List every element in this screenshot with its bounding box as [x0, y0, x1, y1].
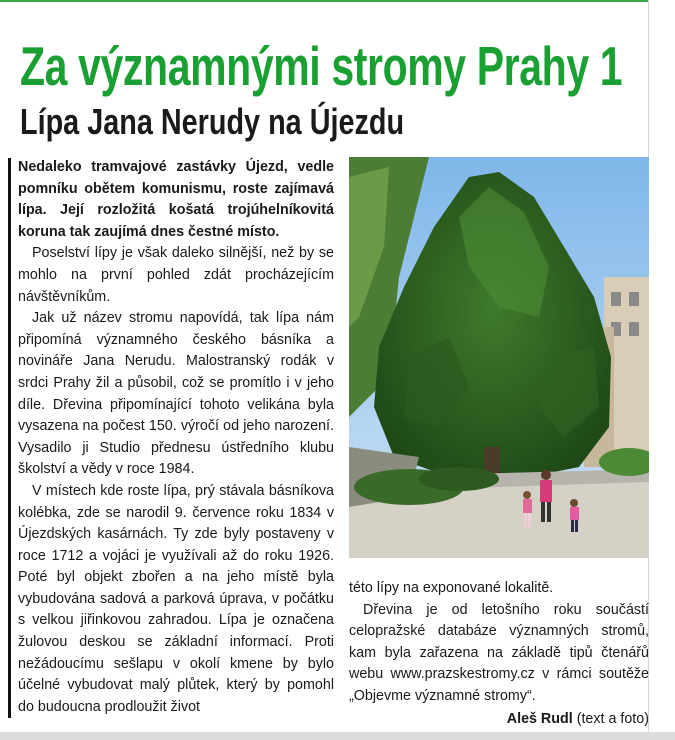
article-subtitle: Lípa Jana Nerudy na Újezdu — [20, 101, 405, 142]
author-credit: (text a foto) — [576, 710, 649, 727]
byline — [349, 709, 649, 731]
article-paragraph: V místech kde roste lípa, prý stávala básníkova kolébka, zde se narodil 9. července roku 1834 v Újezdských kasárnách. Ty zde byly postaveny v roce 1712 a vojáci je využívali až do roku 1926. Poté byl objekt zbořen a na jeho místě byla vybudována sadová a parková úprava, v počátku s velkou jiřinkovou zahradou. Lípa je označena žulovou deskou se základní informací. Proti nežádoucímu sešlapu v okolí kmene by bylo účelné vybudovat malý plůtek, který by pomohl do budoucna prodloužit život — [18, 482, 334, 715]
article-continuation: této lípy na exponované lokalitě. — [349, 580, 554, 596]
bottom-bar — [0, 732, 675, 740]
article-column-left — [18, 157, 334, 718]
photo-illustration — [349, 157, 649, 558]
left-accent-rule — [8, 158, 11, 718]
linden-tree-photo — [349, 157, 649, 558]
article-paragraph: Dřevina je od letošního roku součástí celopražské databáze významných stromů, kam byla zařazena na základě tipů čtenářů webu www.prazskestromy.cz v rámci soutěže „Objevme významné stromy“. — [349, 601, 649, 704]
page-title: Za významnými stromy Prahy 1 — [20, 35, 623, 97]
article-lead: Nedaleko tramvajové zastávky Újezd, vedle pomníku obětem komunismu, roste zajímavá lípa. Její rozložitá košatá trojúhelníkovitá koruna tak zaujímá dnes čestné místo. — [18, 159, 334, 240]
top-green-bar — [0, 0, 648, 2]
article-paragraph: Poselství lípy je však daleko silnější, než by se mohlo na první pohled zdát procházejícím návštěvníkům. — [18, 245, 334, 305]
article-column-right — [349, 578, 649, 730]
article-paragraph: Jak už název stromu napovídá, tak lípa nám připomíná významného českého básníka a novináře Jana Nerudu. Malostranský rodák v srdci Prahy žil a působil, což se promítlo i v jeho díle. Dřevina připomínající tohoto velikána byla vysazena na počest 150. výročí od jeho narození. Vysadilo ji Studio přednesu ústředního klubu školství a vědy v roce 1984. — [18, 310, 334, 478]
author-name: Aleš Rudl — [506, 710, 573, 727]
